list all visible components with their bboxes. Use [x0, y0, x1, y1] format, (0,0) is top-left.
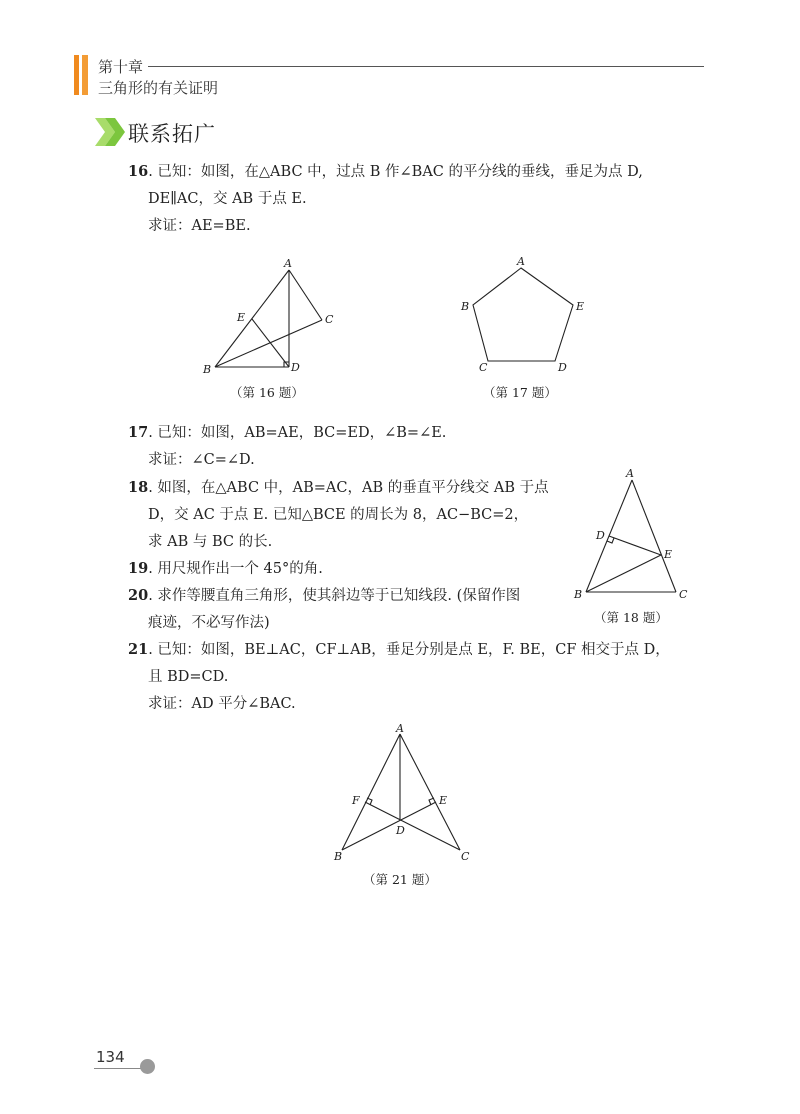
- vertex-label-c: C: [325, 313, 334, 326]
- vertex-label-c: C: [679, 588, 688, 601]
- problem-text: . 已知：如图，在△ABC 中，过点 B 作∠BAC 的平分线的垂线，垂足为点 D,: [148, 164, 643, 180]
- chevron-arrows-icon: [95, 118, 127, 146]
- problem-21-line-2: 且 BD=CD.: [148, 669, 229, 685]
- problem-16-line-2: DE∥AC，交 AB 于点 E.: [148, 191, 307, 207]
- segment-cf: [365, 802, 460, 850]
- page-dot-icon: [140, 1059, 155, 1074]
- figure-17: [455, 255, 590, 375]
- vertex-label-e: E: [237, 311, 246, 324]
- figure-17-caption: （第 17 题）: [483, 385, 557, 400]
- problem-number: 18: [128, 479, 149, 496]
- header-rule: [148, 66, 704, 67]
- segment-ab: [342, 734, 400, 850]
- vertex-label-b: B: [574, 588, 583, 601]
- vertex-label-e: E: [439, 794, 448, 807]
- chapter-title: 三角形的有关证明: [98, 79, 219, 97]
- segment-bc: [215, 320, 322, 367]
- segment-de: [609, 536, 661, 555]
- vertex-label-a: A: [517, 255, 525, 268]
- accent-bar: [82, 55, 88, 95]
- problem-16-line-1: [128, 160, 643, 181]
- segment-de: [252, 319, 289, 367]
- vertex-label-d: D: [291, 361, 300, 374]
- problem-number: 20: [128, 587, 149, 604]
- problem-number: 19: [128, 560, 149, 577]
- problem-text: . 用尺规作出一个 45°的角.: [148, 561, 323, 577]
- problem-17-line-2: 求证：∠C=∠D.: [148, 452, 255, 468]
- vertex-label-a: A: [626, 467, 634, 480]
- accent-bar: [74, 55, 79, 95]
- figure-16-caption: （第 16 题）: [230, 385, 304, 400]
- problem-20-line-2: 痕迹，不必写作法): [148, 615, 270, 631]
- problem-text: . 已知：如图，AB=AE，BC=ED，∠B=∠E.: [148, 425, 447, 441]
- vertex-label-a: A: [396, 722, 404, 735]
- figure-21: [330, 722, 480, 867]
- figure-18: [570, 465, 695, 605]
- vertex-label-d: D: [396, 824, 405, 837]
- problem-number: 21: [128, 641, 149, 658]
- page-number-rule: [94, 1068, 144, 1069]
- section-title: 联系拓广: [128, 122, 216, 146]
- chapter-label: 第十章: [98, 58, 144, 76]
- page-number: 134: [96, 1048, 125, 1066]
- vertex-label-d: D: [596, 529, 605, 542]
- problem-21-line-1: [128, 638, 670, 659]
- figure-21-caption: （第 21 题）: [363, 872, 437, 887]
- problem-number: 17: [128, 424, 149, 441]
- problem-number: 16: [128, 163, 149, 180]
- problem-text: . 已知：如图，BE⊥AC，CF⊥AB，垂足分别是点 E，F. BE，CF 相交于点 D，: [148, 642, 670, 658]
- vertex-label-c: C: [461, 850, 470, 863]
- problem-18-line-3: 求 AB 与 BC 的长.: [148, 534, 273, 550]
- vertex-label-f: F: [352, 794, 360, 807]
- vertex-label-a: A: [284, 257, 292, 270]
- figure-18-caption: （第 18 题）: [594, 610, 668, 625]
- problem-text: . 如图，在△ABC 中，AB=AC，AB 的垂直平分线交 AB 于点: [148, 480, 549, 496]
- segment-ac: [400, 734, 460, 850]
- vertex-label-e: E: [664, 548, 673, 561]
- vertex-label-b: B: [334, 850, 343, 863]
- problem-text: . 求作等腰直角三角形，使其斜边等于已知线段. (保留作图: [148, 588, 521, 604]
- vertex-label-b: B: [203, 363, 212, 376]
- segment-be: [586, 555, 661, 592]
- pentagon-abcde: [473, 268, 573, 361]
- segment-be: [342, 802, 436, 850]
- vertex-label-d: D: [558, 361, 567, 374]
- problem-19-line-1: [128, 557, 323, 578]
- segment-ac: [289, 270, 322, 320]
- problem-17-line-1: [128, 421, 446, 442]
- segment-ac: [632, 480, 676, 592]
- vertex-label-e: E: [576, 300, 585, 313]
- problem-16-line-3: 求证：AE=BE.: [148, 218, 251, 234]
- problem-18-line-1: [128, 476, 549, 497]
- problem-18-line-2: D，交 AC 于点 E. 已知△BCE 的周长为 8，AC−BC=2，: [148, 507, 529, 523]
- figure-16: [195, 255, 345, 380]
- problem-21-line-3: 求证：AD 平分∠BAC.: [148, 696, 296, 712]
- problem-20-line-1: [128, 584, 520, 605]
- vertex-label-c: C: [479, 361, 488, 374]
- vertex-label-b: B: [461, 300, 470, 313]
